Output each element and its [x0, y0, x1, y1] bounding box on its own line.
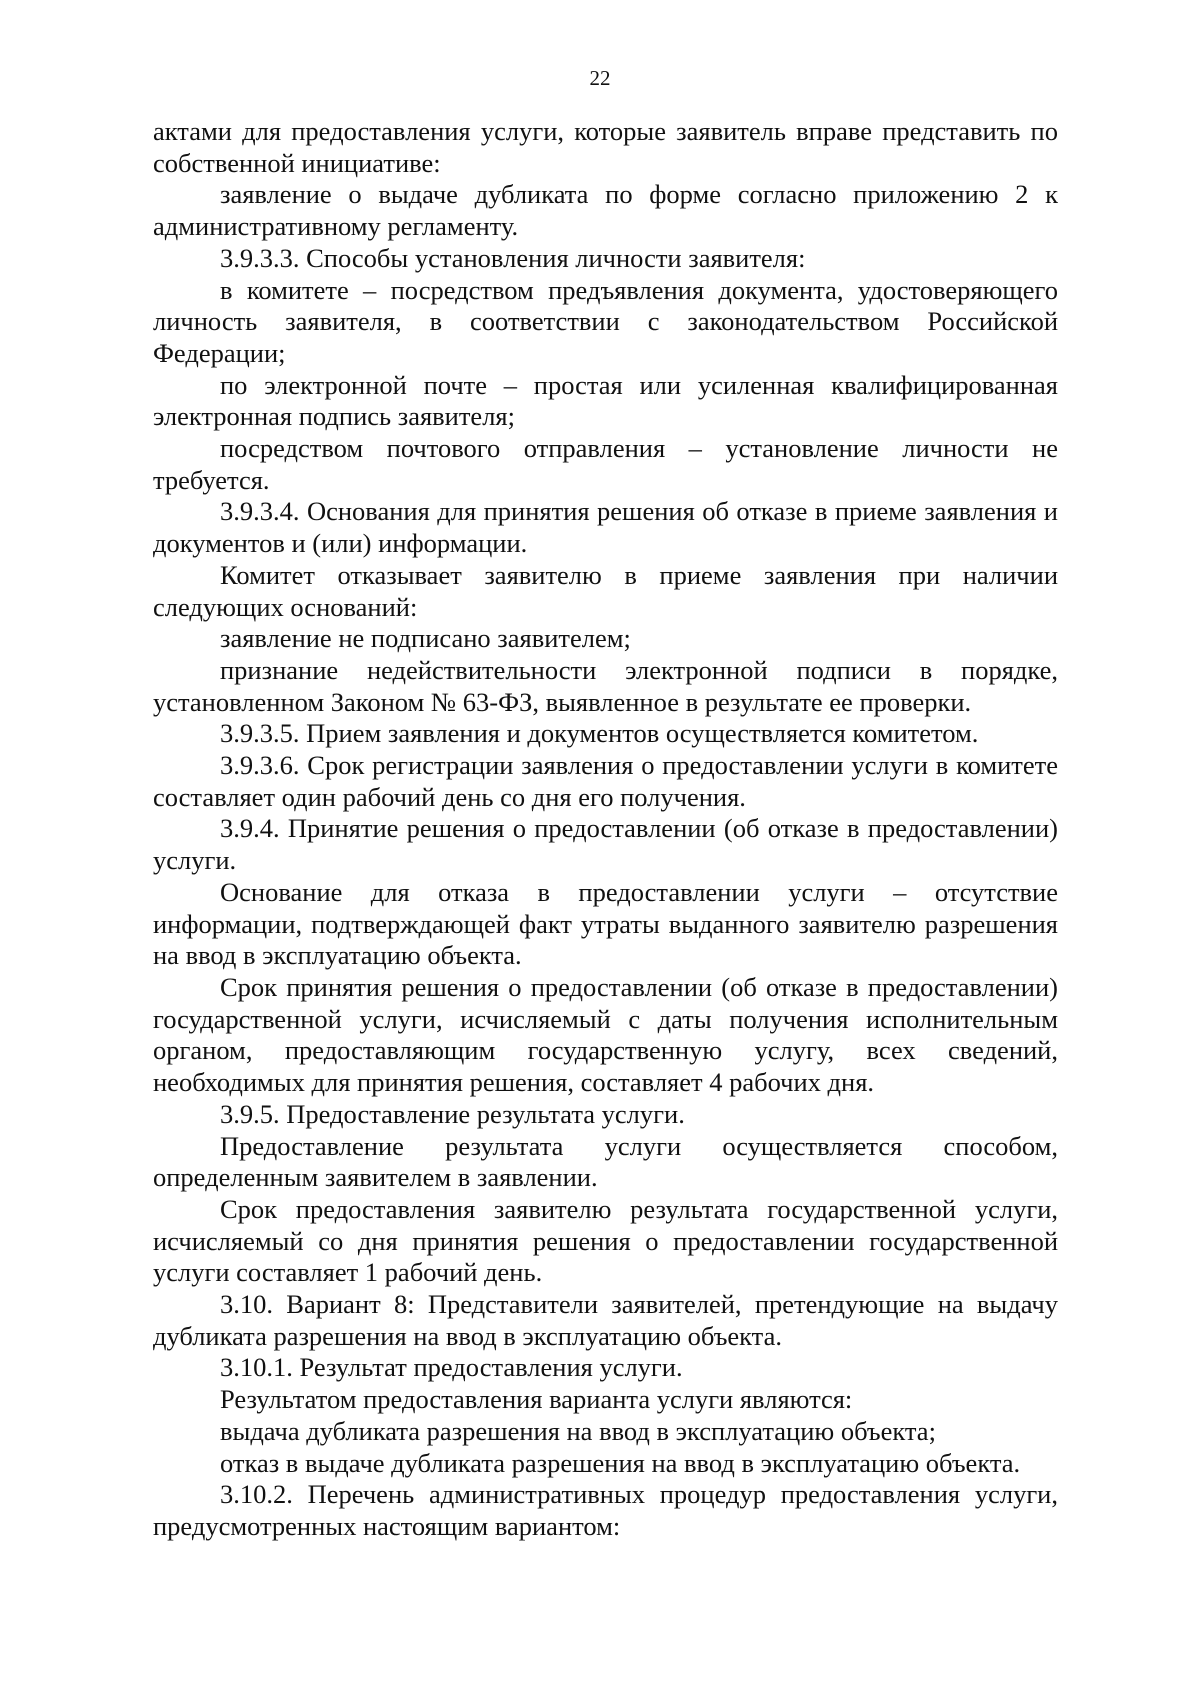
- paragraph: признание недействительности электронной подписи в порядке, установленном Законом № 63-ФЗ, выявленное в результате ее проверки.: [153, 654, 1058, 717]
- paragraph: 3.9.5. Предоставление результата услуги.: [220, 1098, 685, 1129]
- paragraph: Комитет отказывает заявителю в приеме заявления при наличии следующих оснований:: [153, 559, 1058, 622]
- paragraph: Основание для отказа в предоставлении услуги – отсутствие информации, подтверждающей факт утраты выданного заявителю разрешения на ввод в эксплуатацию объекта.: [153, 876, 1058, 971]
- paragraph: Срок принятия решения о предоставлении (об отказе в предоставлении) государственной услуги, исчисляемый с даты получения исполнительным органом, предоставляющим государственную услугу, всех сведений, необходимых для принятия решения, составляет 4 рабочих дня.: [153, 971, 1058, 1098]
- paragraph: заявление о выдаче дубликата по форме согласно приложению 2 к административному регламенту.: [153, 179, 1058, 242]
- paragraph: Результатом предоставления варианта услуги являются:: [220, 1384, 853, 1415]
- paragraph: 3.9.4. Принятие решения о предоставлении (об отказе в предоставлении) услуги.: [153, 813, 1058, 876]
- document-body: [153, 116, 1058, 1543]
- paragraph: Предоставление результата услуги осуществляется способом, определенным заявителем в заявлении.: [153, 1130, 1058, 1193]
- paragraph: 3.9.3.3. Способы установления личности заявителя:: [220, 242, 806, 273]
- paragraph: выдача дубликата разрешения на ввод в эксплуатацию объекта;: [220, 1415, 936, 1446]
- paragraph: 3.9.3.5. Прием заявления и документов осуществляется комитетом.: [220, 718, 979, 749]
- paragraph: в комитете – посредством предъявления документа, удостоверяющего личность заявителя, в соответствии с законодательством Российской Федерации;: [153, 274, 1058, 368]
- paragraph: 3.9.3.4. Основания для принятия решения об отказе в приеме заявления и документов и (или) информации.: [153, 496, 1058, 559]
- paragraph: Срок предоставления заявителю результата государственной услуги, исчисляемый со дня принятия решения о предоставлении государственной услуги составляет 1 рабочий день.: [153, 1193, 1058, 1288]
- paragraph: отказ в выдаче дубликата разрешения на ввод в эксплуатацию объекта.: [220, 1447, 1021, 1478]
- paragraph: заявление не подписано заявителем;: [220, 623, 631, 654]
- paragraph: посредством почтового отправления – установление личности не требуется.: [153, 433, 1058, 495]
- paragraph: по электронной почте – простая или усиленная квалифицированная электронная подпись заявителя;: [153, 369, 1058, 432]
- paragraph: 3.9.3.6. Срок регистрации заявления о предоставлении услуги в комитете составляет один рабочий день со дня его получения.: [153, 750, 1058, 812]
- paragraph: 3.10.1. Результат предоставления услуги.: [220, 1352, 683, 1383]
- paragraph: актами для предоставления услуги, которые заявитель вправе представить по собственной инициативе:: [153, 116, 1058, 178]
- paragraph: 3.10.2. Перечень административных процедур предоставления услуги, предусмотренных настоящим вариантом:: [153, 1479, 1058, 1541]
- paragraph: 3.10. Вариант 8: Представители заявителей, претендующие на выдачу дубликата разрешения на ввод в эксплуатацию объекта.: [153, 1289, 1058, 1351]
- page-number: 22: [589, 66, 611, 90]
